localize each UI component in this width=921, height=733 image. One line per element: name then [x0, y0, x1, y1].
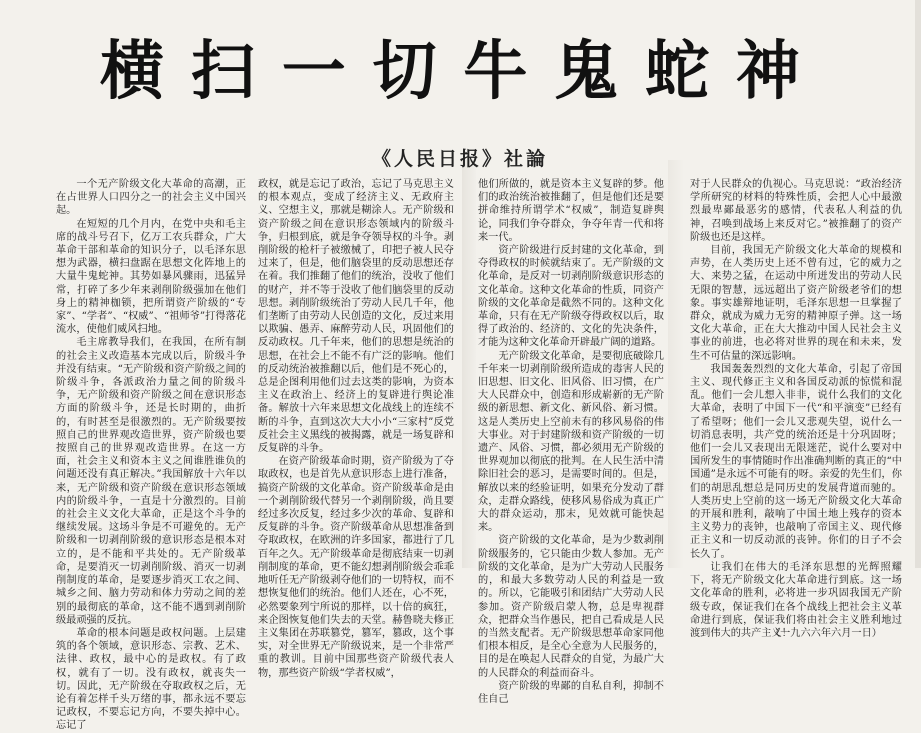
headline-char: 切 [372, 35, 437, 109]
headline [100, 32, 800, 112]
paragraph: 一个无产阶级文化大革命的高潮，正在占世界人口四分之一的社会主义中国兴起。 [56, 179, 246, 217]
paragraph: 让我们在伟大的毛泽东思想的光辉照耀下，将无产阶级文化大革命进行到底。这一场文化革命的胜利，必将进一步巩固我国无产阶级专政，保证我们在各个战线上把社会主义革命进行到底，保证我们将由社会主义胜利地过渡到伟大的共产主义！ [690, 561, 902, 639]
paragraph: 毛主席教导我们，在我国，在所有制的社会主义改造基本完成以后，阶级斗争并没有结束。“无产阶级和资产阶级之间的阶级斗争，各派政治力量之间的阶级斗争，无产阶级和资产阶级之间在意识形态方面的阶级斗争，还是长时期的，曲折的，有时甚至是很激烈的。无产阶级要按照自己的世界观改造世界，资产阶级也要按照自己的世界观改造世界。在这一方面，社会主义和资本主义之间谁胜谁负的问题还没有真正解决。”我国解放十六年以来，无产阶级和资产阶级在意识形态领域内的阶级斗争，一直是十分激烈的。目前的社会主义文化大革命，正是这个斗争的继续发展。这场斗争是不可避免的。无产阶级和一切剥削阶级的意识形态是根本对立的，是不能和平共处的。无产阶级革命，是要消灭一切剥削阶级、消灭一切剥削制度的革命，是要逐步消灭工农之间、城乡之间、脑力劳动和体力劳动之间的差别的最彻底的革命，这不能不遇到剥削阶级最顽强的反抗。 [56, 337, 246, 626]
paragraph: 我国轰轰烈烈的文化大革命，引起了帝国主义、现代修正主义和各国反动派的惊慌和混乱。他们一会儿想入非非，说什么我们的文化大革命，表明了中国下一代“和平演变”已经有了希望呀；他们一会儿又悲观失望，说什么一切消息表明，共产党的统治还是十分巩固呀；他们一会儿又表现出无限迷茫，说什么要对中国所发生的事情随时作出准确判断的真正的“中国通”是永远不可能有的呀。亲爱的先生们，你们的胡思乱想总是同历史的发展背道而驰的。人类历史上空前的这一场无产阶级文化大革命的开展和胜利，敲响了中国土地上残存的资本主义势力的丧钟，也敲响了帝国主义、现代修正主义和一切反动派的丧钟。你们的日子不会长久了。 [690, 363, 902, 560]
paragraph: 无产阶级文化革命，是要彻底破除几千年来一切剥削阶级所造成的毒害人民的旧思想、旧文化、旧风俗、旧习惯，在广大人民群众中，创造和形成崭新的无产阶级的新思想、新文化、新风俗、新习惯。这是人类历史上空前未有的移风易俗的伟大事业。对于封建阶级和资产阶级的一切遗产、风俗、习惯，都必须用无产阶级的世界观加以彻底的批判。在人民生活中清除旧社会的恶习，是需要时间的。但是，解放以来的经验证明，如果充分发动了群众，走群众路线，使移风易俗成为真正广大的群众运动，那末，见效就可能快起来。 [478, 350, 664, 534]
article-column-3 [478, 178, 664, 706]
article-column-1 [56, 178, 246, 733]
dateline: （一九六六年六月一日） [769, 628, 882, 640]
headline-char: 横 [100, 35, 164, 109]
paragraph: 革命的根本问题是政权问题。上层建筑的各个领域，意识形态、宗教、艺术、法律、政权，最中心的是政权。有了政权，就有了一切。没有政权，就丧失一切。因此，无产阶级在夺取政权之后，无论有着怎样千头万绪的事，都永远不要忘记政权，不要忘记方向，不要失掉中心。忘记了 [56, 627, 246, 732]
paragraph: 对于人民群众的仇视心。马克思说：“政治经济学所研究的材料的特殊性质，会把人心中最激烈最卑鄙最恶劣的感情，代表私人利益的仇神，召唤到战场上来反对它。”被推翻了的资产阶级也还是这样。 [690, 179, 902, 243]
paragraph: 资产阶级的文化革命，是为少数剥削阶级服务的，它只能由少数人参加。无产阶级的文化革命，是为广大劳动人民服务的，和最大多数劳动人民的利益是一致的。所以，它能吸引和团结广大劳动人民参加。资产阶级启蒙人物，总是卑视群众，把群众当作愚民，把自己看成是人民的当然支配者。无产阶级思想革命家同他们根本相反，是全心全意为人民服务的，目的是在唤起人民群众的自觉，为最广大的人民群众的利益而奋斗。 [478, 535, 664, 679]
paragraph: 在短短的几个月内，在党中央和毛主席的战斗号召下，亿万工农兵群众，广大革命干部和革命的知识分子，以毛泽东思想为武器，横扫盘踞在思想文化阵地上的大量牛鬼蛇神。其势如暴风骤雨，迅猛异常，打碎了多少年来剥削阶级强加在他们身上的精神枷锁，把所谓资产阶级的“专家”、“学者”、“权威”、“祖师爷”打得落花流水，使他们威风扫地。 [56, 218, 246, 336]
byline: 《人民日报》社論 [371, 148, 548, 170]
paragraph: 他们所做的，就是资本主义复辟的梦。他们的政治统治被推翻了，但是他们还是要拼命维持所谓学术“权威”，制造复辟舆论，同我们争夺群众，争夺年青一代和将来一代。 [478, 179, 664, 243]
headline-char: 扫 [190, 35, 255, 109]
page-edge [915, 0, 921, 568]
headline-char: 牛 [463, 35, 528, 109]
scan-shadow [668, 160, 684, 568]
paragraph: 在资产阶级革命时期，资产阶级为了夺取政权，也是首先从意识形态上进行准备，搞资产阶级的文化革命。资产阶级革命是由一个剥削阶级代替另一个剥削阶级，尚且要经过多次反复，经过多少次的革命、复辟和反复辟的斗争。资产阶级革命从思想准备到夺取政权，在欧洲的许多国家，都进行了几百年之久。无产阶级革命是彻底结束一切剥削制度的革命，更不能幻想剥削阶级会乖乖地听任无产阶级剥夺他们的一切特权，而不想恢复他们的统治。他们人还在，心不死，必然要象列宁所说的那样，以十倍的疯狂，来企图恢复他们失去的天堂。赫鲁晓夫修正主义集团在苏联篡党，篡军，篡政，这个事实，对全世界无产阶级说来，是一个非常严重的教训。目前中国那些资产阶级代表人物，那些资产阶级“学者权威”， [258, 456, 454, 679]
headline-char: 蛇 [645, 35, 710, 109]
headline-char: 一 [281, 35, 346, 109]
article-column-4 [690, 178, 902, 640]
paragraph: 资产阶级进行反封建的文化革命，到夺得政权的时候就结束了。无产阶级的文化革命，是反对一切剥削阶级意识形态的文化革命。这种文化革命的性质，同资产阶级的文化革命是截然不同的。这种文化革命，只有在无产阶级夺得政权以后，取得了政治的、经济的、文化的先决条件，才能为这种文化革命开辟最广阔的道路。 [478, 245, 664, 349]
headline-char: 神 [735, 35, 800, 109]
article-column-2 [258, 178, 454, 680]
headline-char: 鬼 [554, 35, 619, 109]
scan-shadow [462, 160, 476, 568]
paragraph: 政权，就是忘记了政治，忘记了马克思主义的根本观点，变成了经济主义、无政府主义、空想主义，那就是糊涂人。无产阶级和资产阶级之间在意识形态领域内的阶级斗争，归根到底，就是争夺领导权的斗争。剥削阶级的枪杆子被缴械了，印把子被人民夺过来了，但是，他们脑袋里的反动思想还存在着。我们推翻了他们的统治，没收了他们的财产，并不等于没收了他们脑袋里的反动思想。剥削阶级统治了劳动人民几千年，他们垄断了由劳动人民创造的文化，反过来用以欺骗、愚弄、麻醉劳动人民，巩固他们的反动政权。几千年来，他们的思想是统治的思想，在社会上不能不有广泛的影响。他们的反动统治被推翻以后，他们是不死心的，总是企图利用他们过去这类的影响，为资本主义在政治上、经济上的复辟进行舆论准备。解放十六年来思想文化战线上的连续不断的斗争，直到这次大大小小“三家村”反党反社会主义黑线的被揭露，就是一场复辟和反复辟的斗争。 [258, 179, 454, 455]
paragraph: 目前，我国无产阶级文化大革命的规模和声势，在人类历史上还不曾有过，它的威力之大、来势之猛，在运动中所迸发出的劳动人民无限的智慧，远远超出了资产阶级老爷们的想象。事实雄辩地证明，毛泽东思想一旦掌握了群众，就成为威力无穷的精神原子弹。这一场文化大革命，正在大大推动中国人民社会主义事业的前进，也必将对世界的现在和未来，发生不可估量的深远影响。 [690, 245, 902, 362]
paragraph: 资产阶级的卑鄙的自私自利，抑制不住自己 [478, 680, 664, 705]
